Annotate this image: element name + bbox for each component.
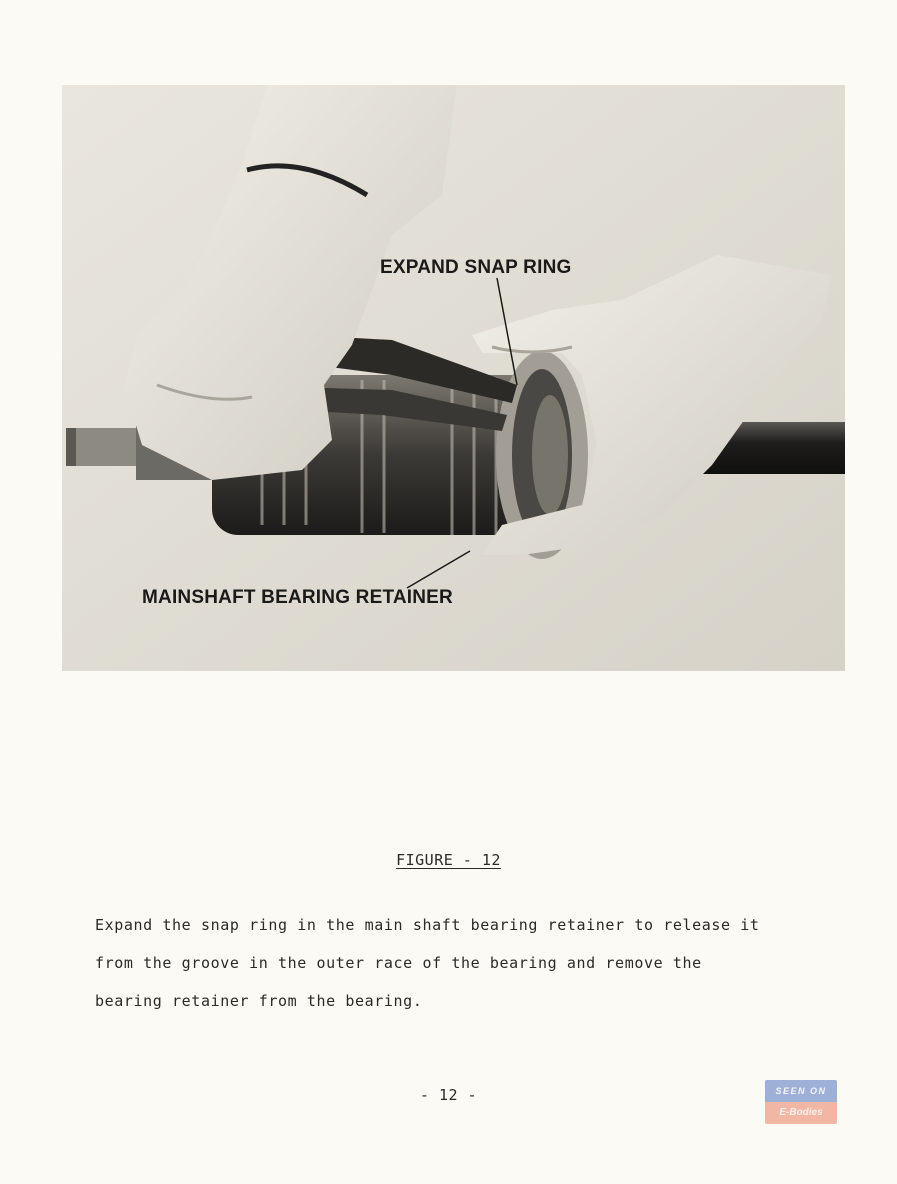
figure-caption <box>0 851 897 869</box>
seen-on-e-bodies-watermark <box>765 1080 837 1124</box>
callout-mainshaft-bearing-retainer: MAINSHAFT BEARING RETAINER <box>142 587 453 608</box>
page-number: - 12 - <box>419 1086 478 1104</box>
callout-expand-snap-ring: EXPAND SNAP RING <box>380 257 572 278</box>
transmission-photo-illustration <box>62 85 845 671</box>
figure-photo <box>62 85 845 671</box>
watermark-top-text: SEEN ON <box>765 1080 837 1102</box>
figure-caption-text: FIGURE - 12 <box>396 851 501 869</box>
instruction-paragraph: Expand the snap ring in the main shaft bearing retainer to release it from the groove in the outer race of the bearing and remove the bearing retainer from the bearing. <box>95 916 760 1010</box>
watermark-bottom-text: E-Bodies <box>765 1102 837 1124</box>
